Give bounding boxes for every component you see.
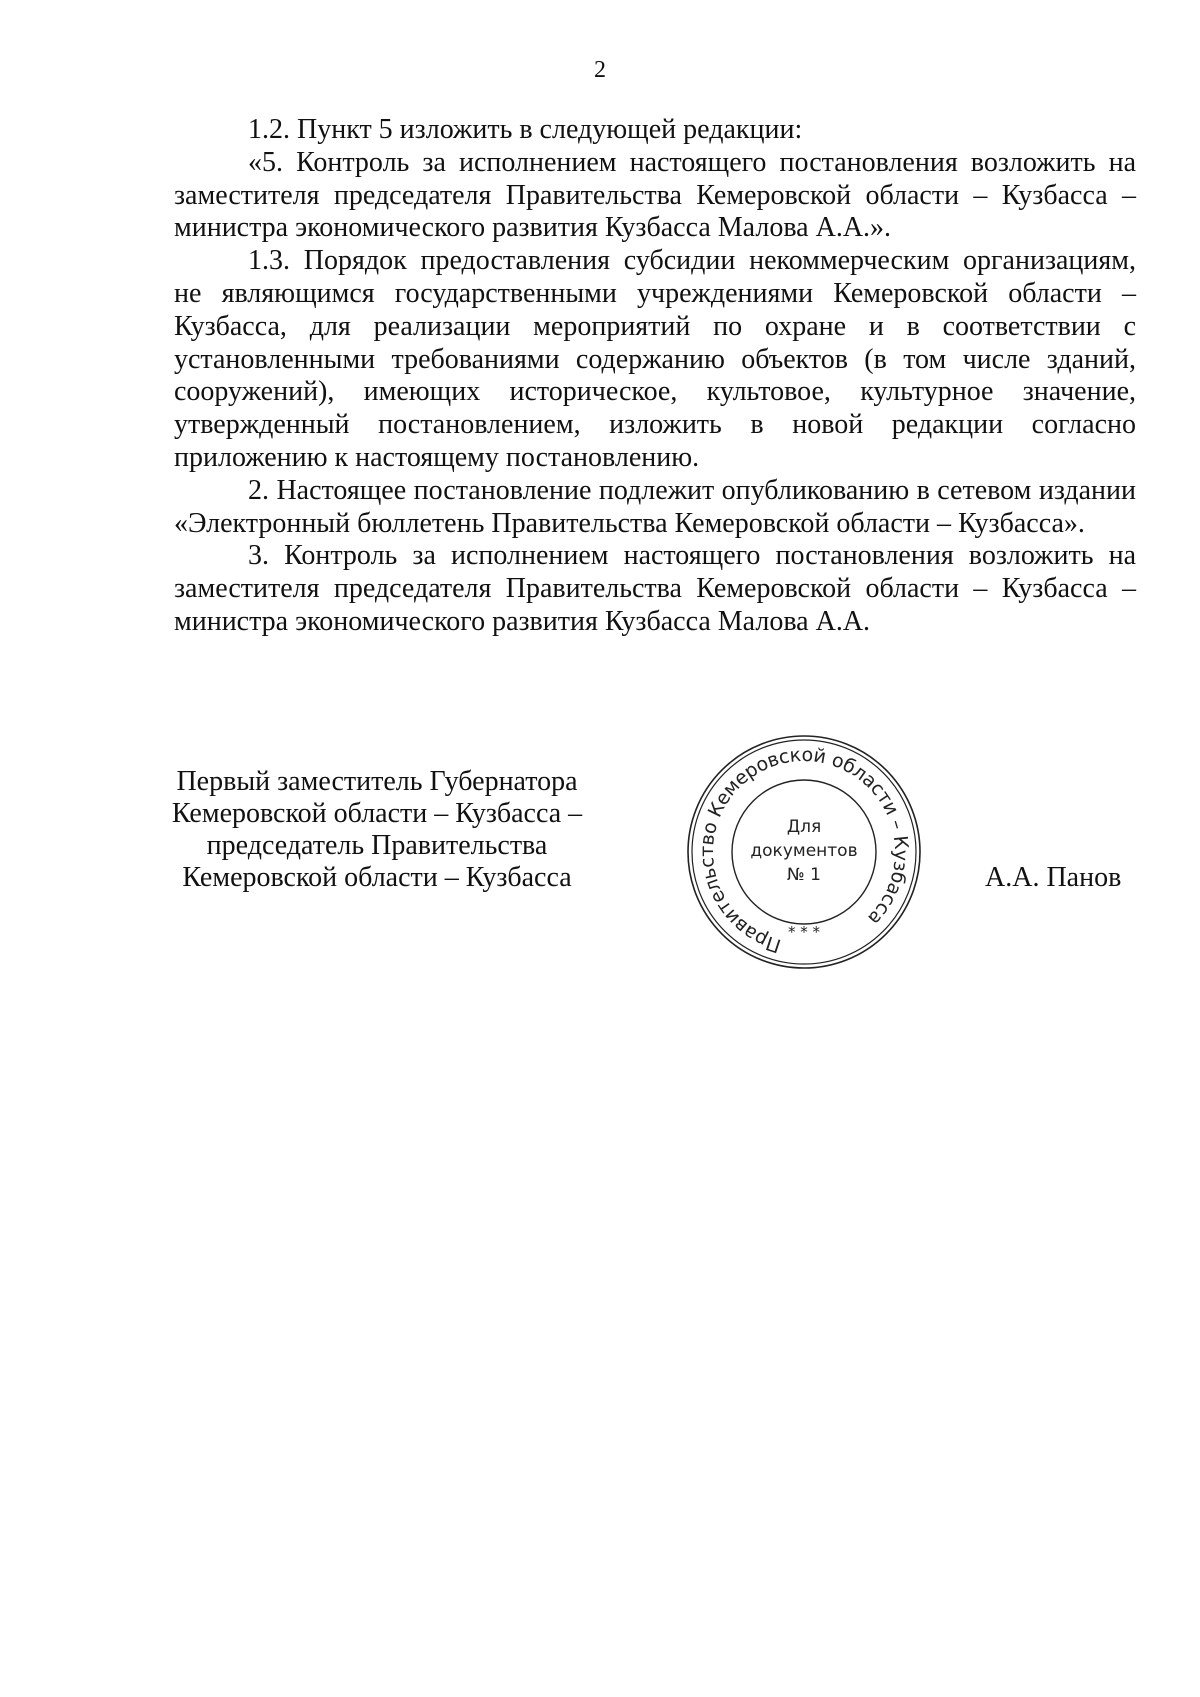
- paragraph-2: 2. Настоящее постановление подлежит опубликованию в сетевом издании «Электронный бюллетень Правительства Кемеровской области – Кузбасса».: [174, 474, 1136, 539]
- page-number: 2: [594, 57, 606, 83]
- seal-center-line: Для: [786, 817, 822, 837]
- signatory-title-line: председатель Правительства: [206, 830, 548, 861]
- signatory-title-line: Первый заместитель Губернатора: [176, 766, 578, 797]
- paragraph-item-5-text: «5. Контроль за исполнением настоящего постановления возложить на заместителя председателя Правительства Кемеровской области – Кузбасса – министра экономического развития Кузбасса Малова А.А.».: [174, 146, 1136, 244]
- seal-center-line: № 1: [787, 865, 821, 885]
- paragraph-3: 3. Контроль за исполнением настоящего постановления возложить на заместителя председателя Правительства Кемеровской области – Кузбасса – министра экономического развития Кузбасса Малова А.А.: [174, 540, 1136, 637]
- paragraph-1-2: 1.2. Пункт 5 изложить в следующей редакции:: [248, 114, 803, 145]
- seal-ring-text: Правительство Кемеровской области – Кузбасса: [695, 743, 913, 957]
- paragraph-1-3: 1.3. Порядок предоставления субсидии некоммерческим организациям, не являющимся государственными учреждениями Кемеровской области – Кузбасса, для реализации мероприятий по охране и в соответствии с установленными требованиями содержанию объектов (в том числе зданий, сооружений), имеющих историческое, культовое, культурное значение, утвержденный постановлением, изложить в новой редакции согласно приложению к настоящему постановлению.: [174, 245, 1136, 473]
- signatory-title: [152, 766, 602, 894]
- signatory-title-line: Кемеровской области – Кузбасса: [182, 862, 572, 893]
- seal-center-line: документов: [750, 841, 858, 861]
- signatory-name: А.А. Панов: [985, 862, 1122, 893]
- signatory-title-line: Кемеровской области – Кузбасса –: [171, 798, 583, 829]
- document-body: [174, 114, 1136, 639]
- seal-stars: * * *: [787, 923, 821, 941]
- official-seal: [684, 732, 924, 972]
